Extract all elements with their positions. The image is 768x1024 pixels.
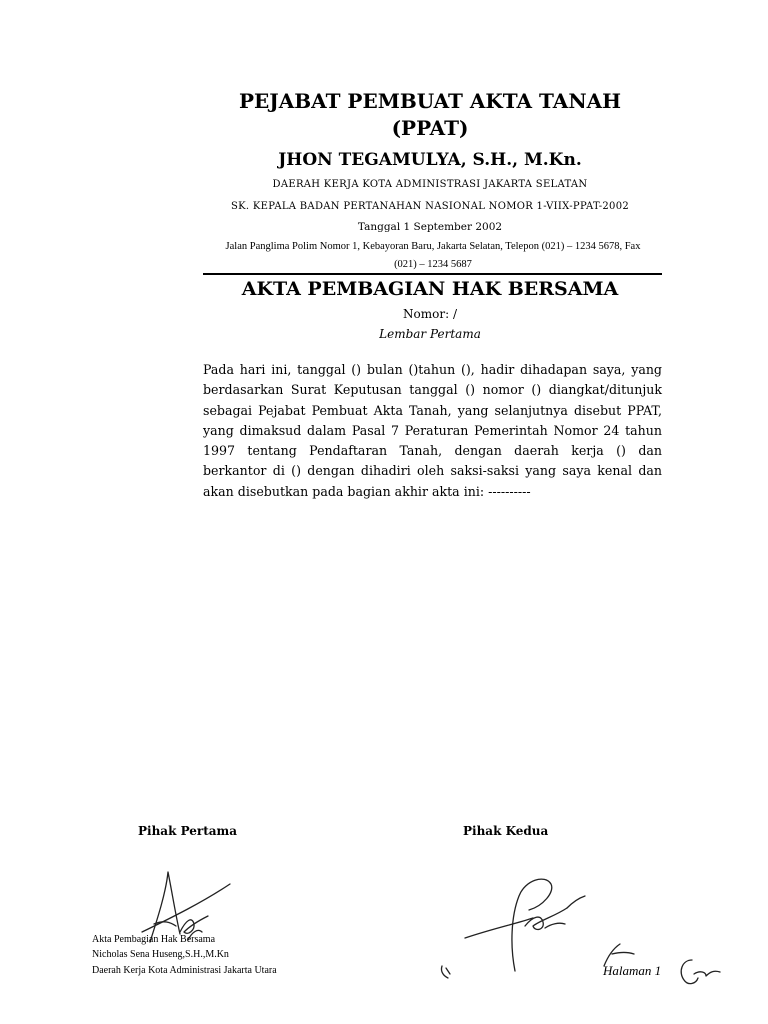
work-area: DAERAH KERJA KOTA ADMINISTRASI JAKARTA SELATAN [272, 179, 588, 190]
footer-work-area: Daerah Kerja Kota Administrasi Jakarta Utara [92, 965, 277, 976]
party-two-signature [455, 866, 590, 981]
address-line2: (021) – 1234 5687 [394, 259, 472, 270]
party-two-label: Pihak Kedua [463, 824, 549, 838]
office-title-line1: PEJABAT PEMBUAT AKTA TANAH [238, 89, 622, 113]
party-one-label: Pihak Pertama [138, 824, 238, 838]
page-paraf-signature [676, 952, 726, 992]
small-initial-left [438, 962, 454, 982]
page-number: Halaman 1 [603, 963, 662, 978]
footer-deed-name: Akta Pembagian Hak Bersama [92, 934, 216, 945]
deed-number: Nomor: / [403, 307, 457, 321]
office-title [180, 88, 680, 142]
sk-decree-line: SK. KEPALA BADAN PERTANAHAN NASIONAL NOMOR 1-VIIX-PPAT-2002 [230, 201, 630, 212]
decree-date: Tanggal 1 September 2002 [357, 221, 503, 233]
official-name: JHON TEGAMULYA, S.H., M.Kn. [278, 150, 582, 170]
deed-title: AKTA PEMBAGIAN HAK BERSAMA [241, 278, 619, 300]
office-address [200, 238, 666, 274]
footer-official: Nicholas Sena Huseng,S.H.,M.Kn [92, 949, 229, 960]
sheet-label: Lembar Pertama [379, 327, 481, 341]
header-divider [203, 273, 662, 275]
office-title-line2: (PPAT) [391, 116, 469, 140]
opening-paragraph: Pada hari ini, tanggal () bulan ()tahun (), hadir dihadapan saya, yang berdasarkan Surat Keputusan tanggal () nomor () diangkat/ditunjuk sebagai Pejabat Pembuat Akta Tanah, yang selanjutnya disebut PPAT, yang dimaksud dalam Pasal 7 Peraturan Pemerintah Nomor 24 tahun 1997 tentang Pendaftaran Tanah, dengan daerah kerja () dan berkantor di () dengan dihadiri oleh saksi-saksi yang saya kenal dan akan disebutkan pada bagian akhir akta ini: ---------- [203, 362, 662, 499]
address-line1: Jalan Panglima Polim Nomor 1, Kebayoran Baru, Jakarta Selatan, Telepon (021) – 1234 5678, Fax [225, 241, 641, 252]
